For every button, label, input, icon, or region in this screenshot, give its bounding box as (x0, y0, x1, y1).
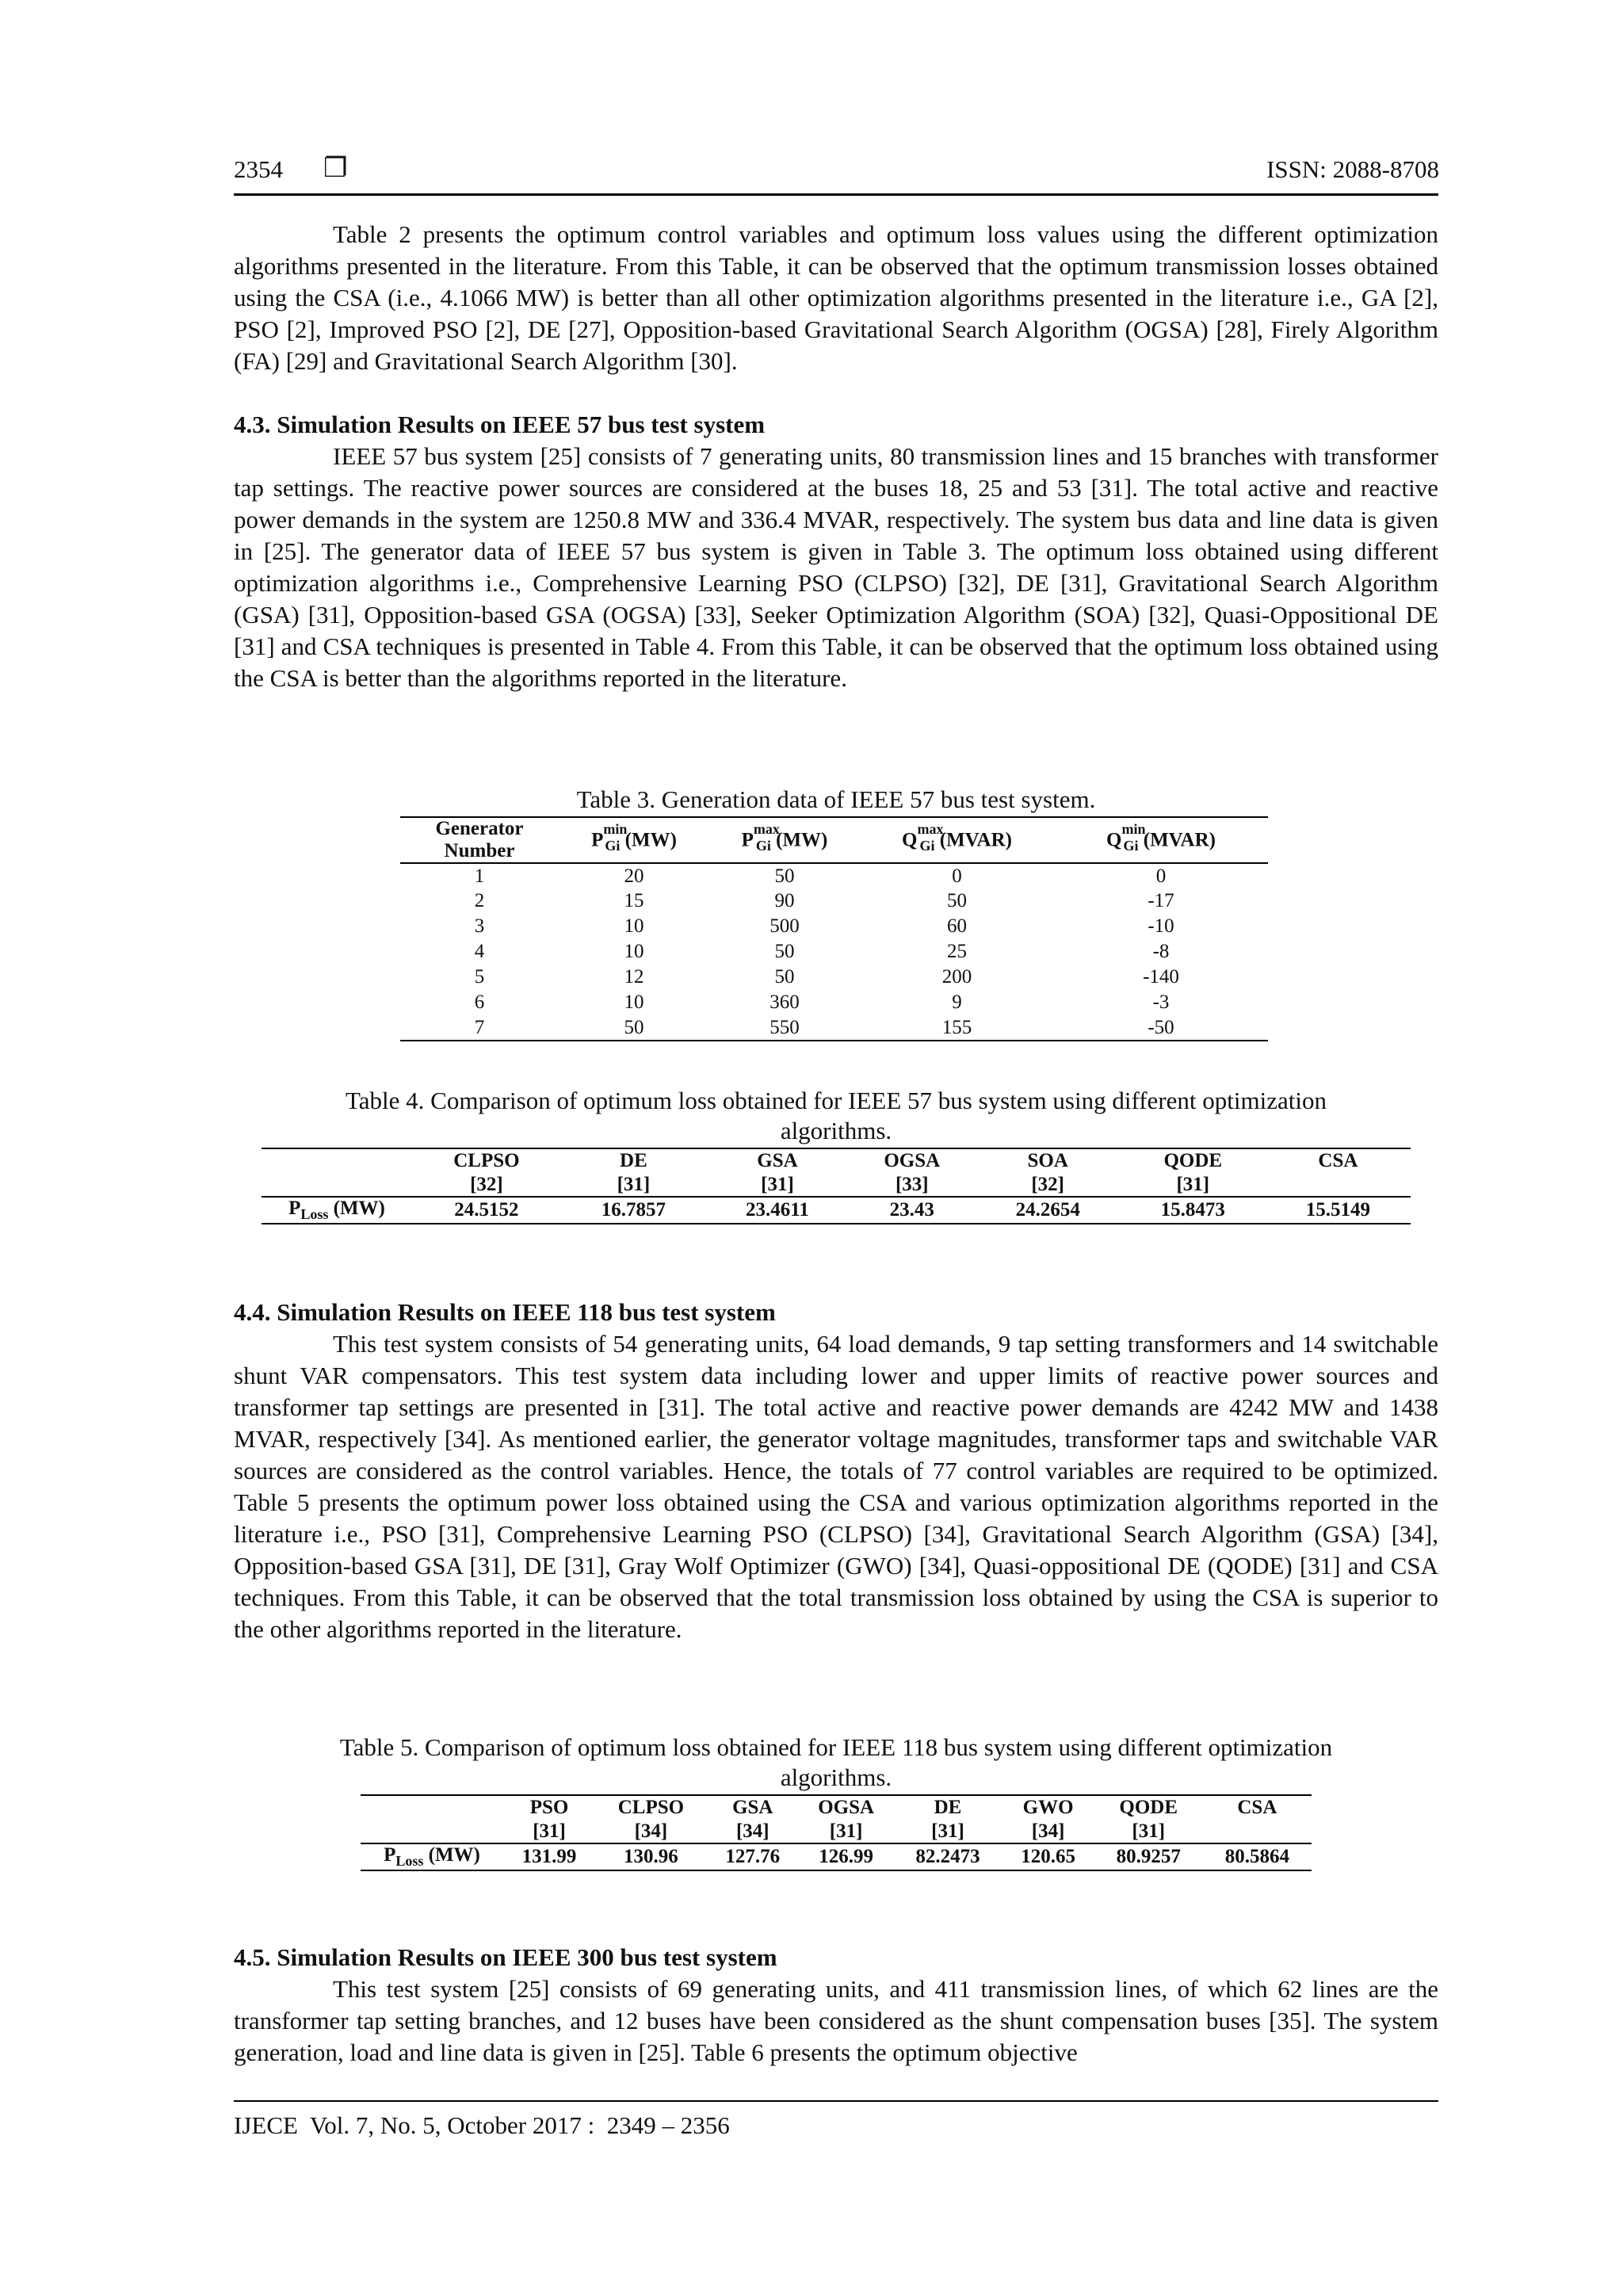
table-cell (262, 1149, 412, 1173)
table-cell: 50 (774, 865, 795, 887)
table-cell: 82.2473 (915, 1846, 980, 1867)
table-cell: 126.99 (819, 1846, 873, 1867)
section-4-5-title: 4.5. Simulation Results on IEEE 300 bus test system (234, 1943, 777, 1971)
table-cell: 7 (474, 1016, 485, 1038)
table-cell: SOA (1027, 1150, 1068, 1171)
table4-value-row (262, 1197, 1411, 1224)
table-cell: DE (934, 1797, 962, 1818)
table-cell: 155 (941, 1016, 972, 1038)
table-cell: CSA (1237, 1797, 1277, 1818)
table-cell: [31] (1176, 1173, 1210, 1195)
table-cell: 360 (769, 991, 800, 1013)
table-cell: OGSA (818, 1797, 875, 1818)
table-cell: CLPSO (453, 1150, 520, 1171)
table-cell: 1 (474, 865, 485, 887)
table-cell: DE (620, 1150, 647, 1171)
table-cell: QODE (1163, 1150, 1223, 1171)
paragraph-table2-discussion: Table 2 presents the optimum control variables and optimum loss values using the different optimization algorithms presented in the literature. From this Table, it can be observed that the optimum transmission losses obtained using the CSA (i.e., 4.1066 MW) is better than all other optimization algorithms presented in the literature i.e., GA [2], PSO [2], Improved PSO [2], DE [27], Opposition-based Gravitational Search Algorithm (OGSA) [28], Firely Algorithm (FA) [29] and Gravitational Search Algorithm [30]. (234, 220, 1438, 375)
table-cell: 12 (624, 966, 644, 988)
footer-rule (234, 2100, 1438, 2102)
table-cell: 23.43 (889, 1199, 934, 1221)
table-cell: 60 (947, 915, 967, 937)
table-cell: 130.96 (624, 1846, 678, 1867)
header-pmax: $P^{max}_{Gi}$ (MW) (741, 820, 828, 854)
header-qmax: $Q^{max}_{Gi}$ (MVAR) (902, 820, 1012, 854)
table-cell: [32] (470, 1173, 503, 1195)
table-cell: -140 (1143, 966, 1179, 988)
table4-algorithm-row (262, 1149, 1411, 1173)
paragraph-ieee118: This test system consists of 54 generating units, 64 load demands, 9 tap setting transformers and 14 switchable shunt VAR compensators. This test system data including lower and upper limits of reactive power sources and transformer tap settings are presented in [31]. The total active and reactive power demands are 4242 MW and 1438 MVAR, respectively [34]. As mentioned earlier, the generator voltage magnitudes, transformer taps and switchable VAR sources are considered as the control variables. Hence, the totals of 77 control variables are required to be optimized. Table 5 presents the optimum power loss obtained using the CSA and various optimization algorithms reported in the literature i.e., PSO [31], Comprehensive Learning PSO (CLPSO) [34], Gravitational Search Algorithm (GSA) [34], Opposition-based GSA [31], DE [31], Gray Wolf Optimizer (GWO) [34], Quasi-oppositional DE (QODE) [31] and CSA techniques. From this Table, it can be observed that the total transmission loss obtained by using the CSA is superior to the other algorithms reported in the literature. (234, 1330, 1438, 1643)
table-cell: [32] (1031, 1173, 1065, 1195)
table-cell: QODE (1119, 1797, 1178, 1818)
table-cell: 23.4611 (746, 1199, 809, 1221)
row-label-ploss: $P_{Loss}$ (MW) (288, 1198, 385, 1222)
table4-ref-row (262, 1173, 1411, 1197)
table-cell: 90 (774, 890, 795, 911)
table-cell: 550 (769, 1016, 800, 1038)
table-cell: 2 (474, 890, 485, 911)
table-cell: 50 (624, 1016, 644, 1038)
table-cell: [33] (895, 1173, 929, 1195)
table-cell: 20 (624, 865, 644, 887)
table-cell: 80.9257 (1116, 1846, 1181, 1867)
table5-value-row (361, 1843, 1312, 1870)
table-cell: 0 (952, 865, 962, 887)
table-cell: 15.8473 (1160, 1199, 1225, 1221)
table-cell: 50 (774, 966, 795, 988)
table-cell: CSA (1318, 1150, 1358, 1171)
header-qmin: $Q^{min}_{Gi}$ (MVAR) (1106, 820, 1216, 854)
table-cell: 127.76 (725, 1846, 781, 1867)
table-cell: [34] (1031, 1820, 1065, 1842)
table-cell (361, 1796, 503, 1820)
table-cell: 15 (624, 890, 644, 911)
table-cell: [31] (829, 1820, 863, 1842)
table-cell: [34] (735, 1820, 769, 1842)
table-row (400, 1015, 1268, 1041)
table-cell: 4 (474, 941, 485, 962)
table-row (400, 990, 1268, 1015)
paragraph-ieee57: IEEE 57 bus system [25] consists of 7 generating units, 80 transmission lines and 15 branches with transformer tap settings. The reactive power sources are considered at the buses 18, 25 and 53 [31]. The total active and reactive power demands in the system are 1250.8 MW and 336.4 MVAR, respectively. The system bus data and line data is given in [25]. The generator data of IEEE 57 bus system is given in Table 3. The optimum loss obtained using different optimization algorithms i.e., Comprehensive Learning PSO (CLPSO) [32], DE [31], Gravitational Search Algorithm (GSA) [31], Opposition-based GSA (OGSA) [33], Seeker Optimization Algorithm (SOA) [32], Quasi-Oppositional DE [31] and CSA techniques is presented in Table 4. From this Table, it can be observed that the optimum loss obtained using the CSA is better than the algorithms reported in the literature. (234, 442, 1438, 692)
table-cell: GSA (757, 1150, 798, 1171)
table-cell: 200 (941, 966, 972, 988)
table-cell: 500 (769, 915, 800, 937)
table-cell: CLPSO (617, 1797, 685, 1818)
table-cell: 10 (624, 991, 644, 1013)
table-cell: 10 (624, 941, 644, 962)
table-cell: PSO (529, 1797, 569, 1818)
table-cell (1203, 1820, 1312, 1843)
table-cell: 10 (624, 915, 644, 937)
table-cell: GSA (732, 1797, 773, 1818)
header-pmin: $P^{min}_{Gi}$ (MW) (591, 820, 677, 854)
table-cell: 131.99 (521, 1846, 577, 1867)
table-cell: [31] (533, 1820, 566, 1842)
table5-caption: Table 5. Comparison of optimum loss obtained for IEEE 118 bus system using different optimization algorithms. (339, 1733, 1333, 1791)
table-cell: -10 (1148, 915, 1174, 937)
table-cell: 24.5152 (454, 1199, 519, 1221)
table3-header-row (400, 818, 1268, 863)
table-cell: -8 (1152, 941, 1170, 962)
table-cell: [31] (617, 1173, 651, 1195)
section-4-4-title: 4.4. Simulation Results on IEEE 118 bus test system (234, 1298, 776, 1326)
table4 (262, 1149, 1411, 1224)
table-cell (1266, 1173, 1411, 1197)
table-cell: 120.65 (1021, 1846, 1075, 1867)
table-cell: -17 (1148, 890, 1174, 911)
table-row (400, 888, 1268, 914)
table-cell: [31] (1132, 1820, 1166, 1842)
table-cell (262, 1173, 412, 1197)
table5-ref-row (361, 1820, 1312, 1843)
table-cell: -50 (1148, 1016, 1174, 1038)
table-cell: 5 (474, 966, 485, 988)
table-cell: 0 (1155, 865, 1167, 887)
table3-caption: Table 3. Generation data of IEEE 57 bus test system. (576, 785, 1096, 813)
table-row (400, 914, 1268, 939)
table-cell: 80.5864 (1224, 1846, 1290, 1867)
table-cell: 50 (947, 890, 967, 911)
checkbox-icon: ❐ (323, 154, 348, 183)
table-cell: [31] (931, 1820, 964, 1842)
footer-citation: IJECE Vol. 7, No. 5, October 2017 : 2349 – 2356 (234, 2111, 730, 2139)
header-rule (234, 193, 1438, 196)
table-cell: 24.2654 (1015, 1199, 1080, 1221)
table-cell: 6 (474, 991, 485, 1013)
table-cell: OGSA (884, 1150, 941, 1171)
table-cell (361, 1820, 503, 1843)
table-cell: -3 (1152, 991, 1170, 1013)
table-cell: GWO (1022, 1797, 1074, 1818)
table-cell: 25 (947, 941, 967, 962)
table4-caption: Table 4. Comparison of optimum loss obtained for IEEE 57 bus system using different optimization algorithms. (346, 1087, 1327, 1144)
table-row (400, 939, 1268, 965)
table-cell: [34] (634, 1820, 668, 1842)
table5 (361, 1796, 1312, 1871)
table-cell: 15.5149 (1305, 1199, 1371, 1221)
page-number: 2354 (234, 155, 283, 183)
table3 (400, 818, 1268, 1041)
table-cell: 9 (952, 991, 962, 1013)
table-cell: 50 (774, 941, 795, 962)
paragraph-ieee300: This test system [25] consists of 69 generating units, and 411 transmission lines, of which 62 lines are the transformer tap setting branches, and 12 buses have been considered as the shunt compensation buses [35]. The system generation, load and line data is given in [25]. Table 6 presents the optimum objective (234, 1975, 1438, 2066)
table-cell: 16.7857 (601, 1199, 666, 1221)
issn: ISSN: 2088-8708 (1266, 155, 1439, 183)
table-row (400, 965, 1268, 990)
row-label-ploss: $P_{Loss}$ (MW) (384, 1844, 480, 1869)
table-cell: [31] (761, 1173, 794, 1195)
table-row (400, 863, 1268, 888)
section-4-3-title: 4.3. Simulation Results on IEEE 57 bus test system (234, 411, 766, 438)
table5-algorithm-row (361, 1796, 1312, 1820)
table-cell: 3 (474, 915, 485, 937)
header-generator-number: Generator Number (435, 818, 524, 861)
